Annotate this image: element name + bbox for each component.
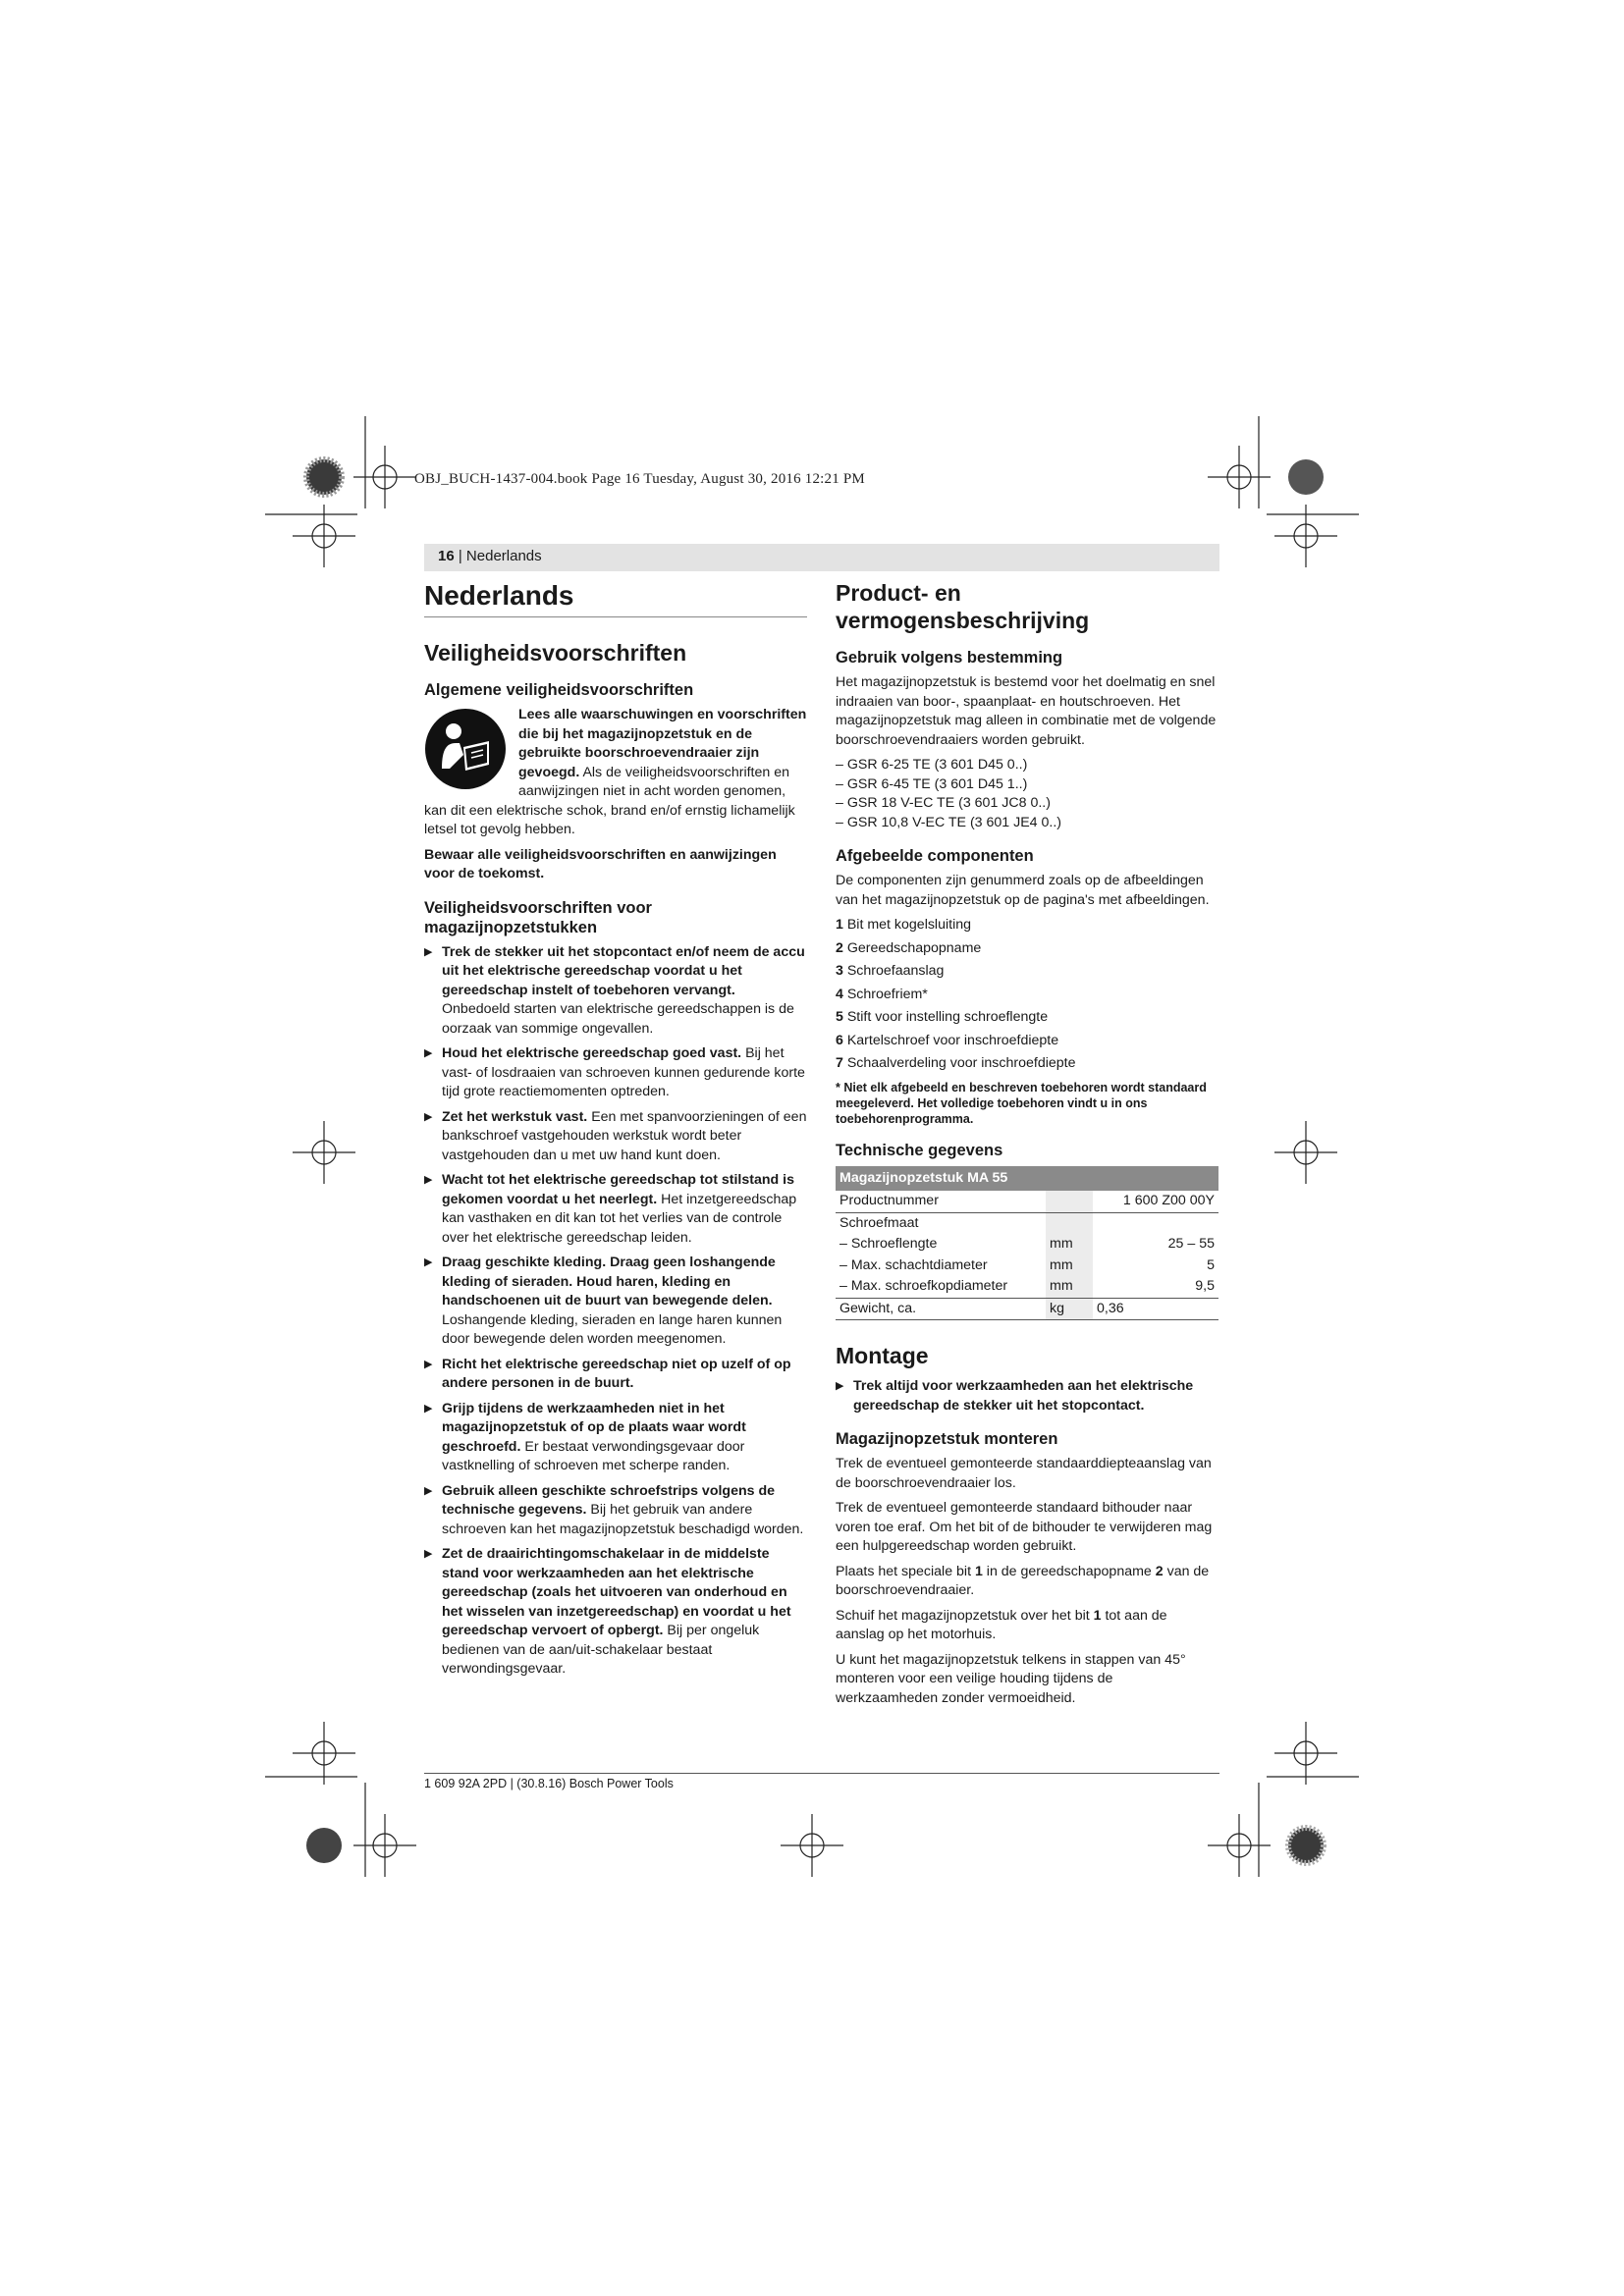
table-row: [836, 1234, 1218, 1255]
screw-size-label: Schroefmaat: [839, 1214, 919, 1231]
rule-bold: Wacht tot het elektrische gereedschap tot stilstand is gekomen voordat u het neerlegt.: [442, 1172, 794, 1207]
target-right-mid: [1274, 1121, 1337, 1184]
rule-bold: Grijp tijdens de werkzaamheden niet in het magazijnopzetstuk of op de plaats waar wordt geschroefd.: [442, 1400, 746, 1455]
value-cell: [1093, 1212, 1218, 1234]
list-item: [424, 943, 807, 1040]
arrow-bullet-icon: ▶: [424, 1047, 433, 1059]
list-item: [836, 1054, 1218, 1074]
components-list: [836, 916, 1218, 1074]
page-header: [424, 544, 1219, 571]
target-left-mid: [293, 1121, 355, 1184]
rule-text: Bij het vast- of losdraaien van schroeven kunnen gedurende korte tijd grote reactiemomenten optreden.: [442, 1045, 805, 1099]
list-item: [424, 1482, 807, 1540]
list-item: – GSR 18 V-EC TE (3 601 JC8 0..): [836, 795, 1051, 811]
calibration-wheel-top-right: [1288, 459, 1324, 495]
target-left-lower: [293, 1722, 355, 1785]
component-label: Schroefriem*: [842, 986, 928, 1002]
rule-bold: Houd het elektrische gereedschap goed vast.: [442, 1045, 742, 1061]
list-item: [836, 1377, 1218, 1415]
spec-unit: mm: [1046, 1255, 1093, 1277]
intro-text: Als de veiligheidsvoorschriften en aanwijzingen niet in acht worden genomen, kan dit een elektrische schok, brand en/of ernstig lichamelijk letsel tot gevolg hebben.: [424, 764, 795, 837]
component-number: 1: [1093, 1607, 1102, 1624]
unit-cell: [1046, 1212, 1093, 1234]
component-number: 3: [836, 963, 843, 979]
arrow-bullet-icon: ▶: [424, 1484, 433, 1497]
arrow-bullet-icon: ▶: [424, 1358, 433, 1370]
spec-label: – Max. schroefkopdiameter: [836, 1276, 1046, 1298]
component-number: 2: [1155, 1563, 1164, 1579]
accessory-footnote: * Niet elk afgebeeld en beschreven toebehoren wordt standaard meegeleverd. Het volledige toebehoren vindt u in ons toebehorenprogramma.: [836, 1080, 1207, 1126]
target-bottom-right: [1208, 1814, 1271, 1877]
list-item: [836, 916, 1218, 935]
component-number: 1: [836, 917, 843, 933]
spec-unit: mm: [1046, 1276, 1093, 1298]
calibration-wheel-bottom-left: [306, 1828, 342, 1863]
calibration-wheel-top-left: [306, 459, 342, 495]
spec-value: 9,5: [1093, 1276, 1218, 1298]
rule-bold: Trek de stekker uit het stopcontact en/of neem de accu uit het elektrische gereedschap voordat u het gereedschap instelt of toebehoren vervangt.: [442, 943, 805, 998]
unit-cell: [1046, 1191, 1093, 1212]
arrow-bullet-icon: ▶: [424, 1110, 433, 1123]
compatible-models-list: [836, 756, 1218, 832]
component-number: 7: [836, 1055, 843, 1071]
target-top-right: [1208, 446, 1271, 508]
mount-step: Trek de eventueel gemonteerde standaard bithouder naar voren toe eraf. Om het bit of de bithouder te verwijderen mag een hulpgereedschap worden gebruikt.: [836, 1500, 1213, 1554]
rule-text: Onbedoeld starten van elektrische gereedschappen is de oorzaak van sommige ongevallen.: [442, 1001, 794, 1037]
rule-bold: Zet het werkstuk vast.: [442, 1108, 588, 1125]
target-top-left: [353, 446, 416, 508]
mount-heading: Magazijnopzetstuk monteren: [836, 1430, 1058, 1448]
component-number: 2: [836, 939, 843, 956]
mount-step: [836, 1607, 1218, 1645]
header-separator: |: [454, 548, 466, 564]
product-number-label: Productnummer: [836, 1191, 1046, 1212]
component-label: Stift voor instelling schroeflengte: [842, 1009, 1049, 1025]
rule-text: Bij het gebruik van andere schroeven kan het magazijnopzetstuk beschadigd worden.: [442, 1502, 804, 1537]
rule-bold: Draag geschikte kleding. Draag geen loshangende kleding of sieraden. Houd haren, kleding en handschoenen uit de buurt van bewegende delen.: [442, 1255, 776, 1308]
rule-text: Bij per ongeluk bedienen van de aan/uit-schakelaar bestaat verwondingsgevaar.: [442, 1623, 760, 1677]
arrow-bullet-icon: ▶: [424, 1256, 433, 1268]
footer-divider: [424, 1773, 1219, 1774]
page-number: 16: [438, 548, 455, 564]
step-text: in de gereedschapopname: [982, 1563, 1156, 1579]
page-title: Nederlands: [424, 579, 807, 617]
general-safety-heading: Algemene veiligheidsvoorschriften: [424, 681, 694, 699]
list-item: [424, 1171, 807, 1248]
technical-data-heading: Technische gegevens: [836, 1141, 1003, 1159]
list-item: [836, 939, 1218, 959]
product-description-heading: Product- en vermogensbeschrijving: [836, 580, 1090, 633]
step-text: van de boorschroevendraaier.: [836, 1563, 1210, 1598]
table-row: [836, 1298, 1218, 1320]
list-item: – GSR 6-45 TE (3 601 D45 1..): [836, 775, 1028, 792]
spec-unit: mm: [1046, 1234, 1093, 1255]
component-label: Schroefaanslag: [842, 963, 945, 979]
mount-step: [836, 1563, 1218, 1601]
intended-use-heading: Gebruik volgens bestemming: [836, 649, 1063, 667]
table-row: [836, 1276, 1218, 1298]
rule-bold: Zet de draairichtingomschakelaar in de middelste stand voor werkzaamheden aan het elektrische gereedschap (zoals het uitvoeren van onderhoud en het wisselen van inzetgereedschap) en voordat u het gereedschap vervoert of opbergt.: [442, 1546, 791, 1638]
intro-bold: Lees alle waarschuwingen en voorschriften die bij het magazijnopzetstuk en de gebruikte boorschroevendraaier zijn gevoegd.: [518, 707, 807, 780]
target-bottom-left: [353, 1814, 416, 1877]
rule-text: Loshangende kleding, sieraden en lange haren kunnen door bewegende delen worden meegenomen.: [442, 1311, 783, 1347]
list-item: [424, 1400, 807, 1476]
mount-step: Trek de eventueel gemonteerde standaarddiepteaanslag van de boorschroevendraaier los.: [836, 1456, 1212, 1491]
product-number-value: 1 600 Z00 00Y: [1093, 1191, 1218, 1212]
spec-value: 5: [1207, 1256, 1215, 1273]
list-item: [424, 1356, 807, 1394]
target-bottom-center: [781, 1814, 843, 1877]
components-heading: Afgebeelde componenten: [836, 847, 1034, 865]
rule-bold: Richt het elektrische gereedschap niet op uzelf of op andere personen in de buurt.: [442, 1356, 791, 1391]
list-item: [424, 1108, 807, 1166]
mount-step: U kunt het magazijnopzetstuk telkens in stappen van 45° monteren voor een veilige houding tijdens de werkzaamheden zonder vermoeidheid.: [836, 1651, 1186, 1706]
rule-text: Het inzetgereedschap kan vasthaken en dit kan tot het verlies van de controle over het elektrische gereedschap leiden.: [442, 1191, 797, 1246]
spec-value: 25 – 55: [1167, 1236, 1215, 1252]
components-text: De componenten zijn genummerd zoals op de afbeeldingen van het magazijnopzetstuk op de pagina's met afbeeldingen.: [836, 873, 1210, 908]
step-text: Plaats het speciale bit: [836, 1563, 975, 1579]
calibration-wheel-bottom-right: [1288, 1828, 1324, 1863]
table-title: Magazijnopzetstuk MA 55: [836, 1166, 1218, 1192]
component-label: Gereedschapopname: [842, 939, 982, 956]
rule-text: Er bestaat verwondingsgevaar door vastknelling of schroeven met scherpe randen.: [442, 1438, 745, 1473]
weight-label: Gewicht, ca.: [836, 1298, 1046, 1320]
list-item: [836, 986, 1218, 1005]
keep-instructions-note: Bewaar alle veiligheidsvoorschriften en aanwijzingen voor de toekomst.: [424, 846, 777, 881]
arrow-bullet-icon: ▶: [836, 1380, 844, 1392]
component-label: Bit met kogelsluiting: [842, 917, 972, 933]
header-language: Nederlands: [465, 548, 542, 564]
read-manual-icon: [424, 708, 507, 790]
component-number: 6: [836, 1032, 843, 1048]
table-row: [836, 1191, 1218, 1212]
list-item: [424, 1545, 807, 1680]
component-label: Kartelschroef voor inschroefdiepte: [842, 1032, 1059, 1048]
left-column: [424, 579, 807, 1685]
list-item: [836, 962, 1218, 982]
component-number: 1: [974, 1563, 983, 1579]
page-footer: 1 609 92A 2PD | (30.8.16) Bosch Power Tools: [424, 1777, 674, 1790]
weight-value: 0,36: [1093, 1298, 1218, 1320]
safety-heading: Veiligheidsvoorschriften: [424, 640, 687, 666]
list-item: [836, 1032, 1218, 1051]
list-item: [836, 1008, 1218, 1028]
component-number: 5: [836, 1009, 843, 1025]
table-row: [836, 1255, 1218, 1277]
target-right-lower: [1274, 1722, 1337, 1785]
montage-heading: Montage: [836, 1343, 929, 1368]
safety-intro: [424, 706, 807, 840]
magazine-safety-heading: Veiligheidsvoorschriften voor magazijnopzetstukken: [424, 898, 652, 936]
component-number: 4: [836, 986, 843, 1002]
right-column: [836, 579, 1218, 1714]
intended-use-text: Het magazijnopzetstuk is bestemd voor het doelmatig en snel indraaien van boor-, spaanplaat- en houtschroeven. Het magazijnopzetstuk mag alleen in combinatie met de volgende boorschroevendraaiers worden gebruikt.: [836, 674, 1217, 748]
table-row: [836, 1212, 1218, 1234]
component-label: Schaalverdeling voor inschroefdiepte: [842, 1055, 1076, 1071]
arrow-bullet-icon: ▶: [424, 945, 433, 958]
print-slug: OBJ_BUCH-1437-004.book Page 16 Tuesday, August 30, 2016 12:21 PM: [414, 471, 865, 487]
list-item: [424, 1254, 807, 1350]
rule-bold: Trek altijd voor werkzaamheden aan het elektrische gereedschap de stekker uit het stopcontact.: [853, 1378, 1194, 1414]
weight-unit: kg: [1046, 1298, 1093, 1320]
rule-text: Een met spanvoorzieningen of een bankschroef vastgehouden werkstuk wordt beter vastgehouden dan u met uw hand kunt doen.: [442, 1108, 807, 1163]
arrow-bullet-icon: ▶: [424, 1548, 433, 1560]
arrow-bullet-icon: ▶: [424, 1174, 433, 1186]
arrow-bullet-icon: ▶: [424, 1402, 433, 1415]
list-item: – GSR 10,8 V-EC TE (3 601 JE4 0..): [836, 814, 1061, 830]
technical-data-table: [836, 1166, 1218, 1321]
safety-rules-list: [424, 943, 807, 1680]
spec-label: – Schroeflengte: [839, 1236, 938, 1252]
rule-bold: Gebruik alleen geschikte schroefstrips volgens de technische gegevens.: [442, 1482, 776, 1518]
step-text: tot aan de aanslag op het motorhuis.: [836, 1607, 1167, 1642]
step-text: Schuif het magazijnopzetstuk over het bit: [836, 1607, 1094, 1624]
list-item: – GSR 6-25 TE (3 601 D45 0..): [836, 757, 1028, 773]
montage-rules-list: [836, 1377, 1218, 1415]
list-item: [424, 1044, 807, 1102]
spec-label: – Max. schachtdiameter: [839, 1256, 988, 1273]
